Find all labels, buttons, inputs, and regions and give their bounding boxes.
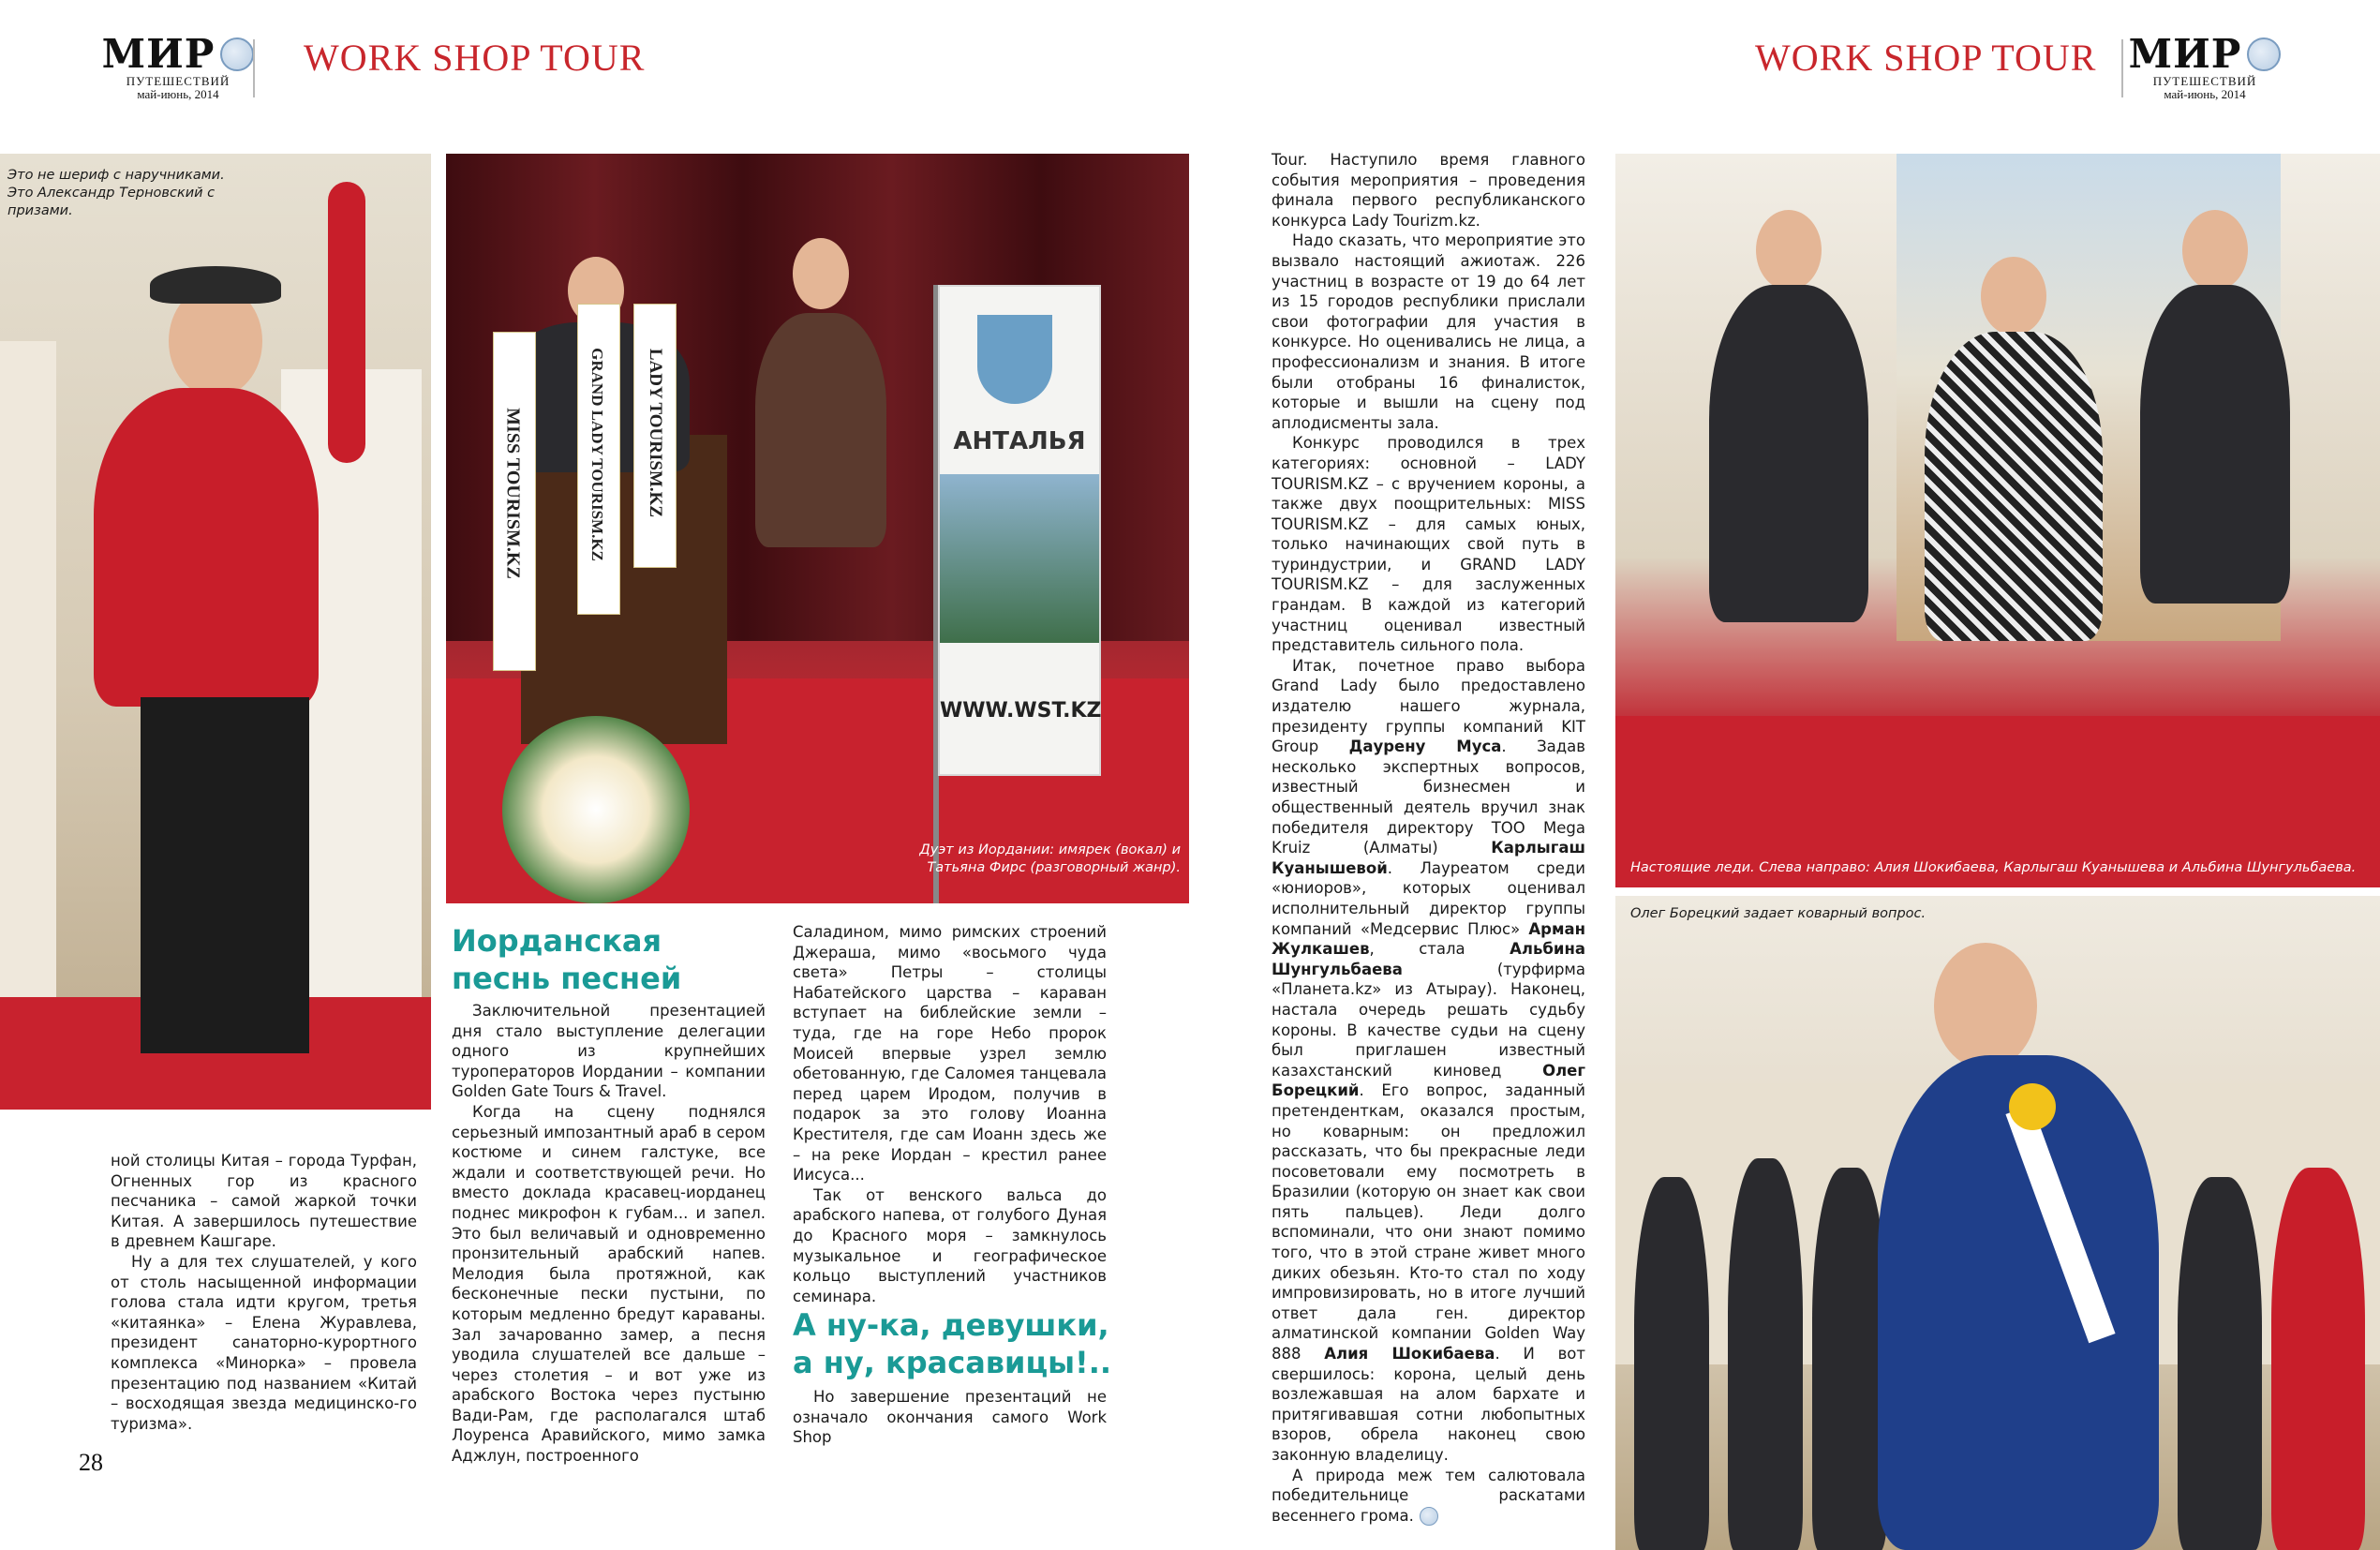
logo-issue: май-июнь, 2014 — [2164, 87, 2246, 101]
person-head — [1934, 943, 2037, 1069]
person-head — [1981, 257, 2046, 335]
paragraph: Tour. Наступило время главного события мероприятия – проведения финала первого республиканского конкурса Lady Tourizm.kz. — [1272, 151, 1585, 230]
podium — [521, 435, 727, 744]
flower-rosette — [2009, 1083, 2056, 1130]
person-name: Карлыгаш Куанышевой — [1272, 839, 1585, 877]
photo-three-ladies — [1615, 154, 2380, 887]
photo-caption: Это не шериф с наручниками. Это Александр Терновский с призами. — [7, 168, 225, 218]
audience-person — [2178, 1177, 2262, 1550]
caption-line: Дуэт из Иордании: имярек (вокал) и — [919, 842, 1181, 857]
sash-grand — [577, 304, 620, 615]
person-head — [1756, 210, 1822, 291]
sash-miss — [493, 332, 536, 671]
paragraph: Ну а для тех слушателей, у кого от столь насыщенной информации голова стала идти кругом, третья «китаянка» – Елена Журавлева, президент санаторно-курортного комплекса «Минорка» – провела презентацию под названием «Китай – восходящая звезда медицинско-го туризма». — [111, 1252, 417, 1433]
section-title-left: WORK SHOP TOUR — [304, 37, 646, 79]
text-column-2 — [452, 1001, 766, 1467]
audience-person — [1634, 1177, 1709, 1550]
banner-city: АНТАЛЬЯ — [953, 427, 1086, 455]
sash-text: GRAND LADY TOURISM.KZ — [588, 348, 606, 561]
paragraph: Заключительной презентацией дня стало выступление делегации одного из крупнейших туроператоров Иордании – компании Golden Gate Tours & Travel. — [452, 1002, 766, 1101]
paragraph: Итак, почетное право выбора Grand Lady было предоставлено издателю нашего журнала, президенту группы компаний KIT Group Даурену Муса. Задав несколько экспертных вопросов, известный бизнесмен и общественный деятель вручил знак победителя директору ТОО Mega Kruiz (Алматы) Карлыгаш Куанышевой. Лауреатом среди «юниоров», которых оценивал исполнительный директор группы компаний «Медсервис Плюс» Арман Жулкашев, стала Альбина Шунгульбаева (турфирма «Планета.kz» из Атырау). Наконец, настала очередь решать судьбу короны. В качестве судьи на сцену был приглашен известный казахстанский киновед Олег Борецкий. Его вопрос, заданный претенденткам, оказался простым, но коварным: он предложил рассказать, что бы прекрасные леди посоветовали ему посмотреть в Бразилии (которую он знает как свои пять пальцев). Леди долго вспоминали, что они знают помимо того, что в этой стране живет много диких обезьян. Кто-то стал по ходу импровизировать, но в итоге лучший ответ дала ген. директор алматинской компании Golden Way 888 Алия Шокибаева. И вот свершилось: корона, целый день возлежавшая на алом бархате и притягивавшая сотни любопытных взоров, обрела наконец свою законную владелицу. — [1272, 656, 1586, 1464]
section-heading-jordan — [452, 922, 681, 997]
sash-lady — [633, 304, 677, 568]
logo-name: МИР — [101, 31, 216, 77]
cowboy-hat — [150, 266, 281, 304]
paragraph: Саладином, мимо римских строений Джераша, мимо «восьмого чуда света» Петры – столицы Набатейского царства – караван вступает на библейские земли – туда, где на горе Небо пророк Моисей впервые узрел землю обетованную, где Саломея танцевала перед царем Иродом, получив в подарок за это голову Иоанна Крестителя, где сам Иоанн здесь же – на реке Иордан – крестил ранее Иисуса... — [793, 923, 1107, 1185]
person-head — [2182, 210, 2248, 291]
heading-line: песнь песней — [452, 961, 682, 996]
page-number: 28 — [79, 1449, 103, 1476]
banner-stand — [0, 341, 56, 997]
paragraph: Когда на сцену поднялся серьезный импозантный араб в сером костюме и синем галстуке, все ждали и соответствующей речи. Но вместо доклада красавец-иорданец поднес микрофон к губам... и запел. Это был величавый и одновременно пронзительный арабский напев. Мелодия была протяжной, как бесконечные пески пустыни, по которым медленно бредут караваны. Зал зачарованно замер, а песня уводила слушателей все дальше – через столетия – и вот уже из арабского Востока через пустыню Вади-Рам, где располагался штаб Лоуренса Аравийского, мимо замка Аджлун, построенного — [452, 1102, 766, 1466]
photo-caption: Настоящие леди. Слева направо: Алия Шокибаева, Карлыгаш Куанышева и Альбина Шунгульбаева. — [1630, 860, 2357, 875]
magazine-logo-left — [98, 31, 258, 101]
header-divider — [253, 39, 255, 97]
globe-icon — [220, 37, 254, 71]
photo-caption: Олег Борецкий задает коварный вопрос. — [1630, 906, 1926, 921]
globe-icon — [1420, 1507, 1438, 1526]
person-head — [793, 238, 849, 309]
photo-oleg-boretsky — [1615, 896, 2380, 1550]
magazine-logo-right — [2125, 31, 2284, 101]
section-heading-girls — [793, 1306, 1111, 1381]
text-column-3-continued — [793, 1387, 1107, 1448]
person-name: Алия Шокибаева — [1324, 1345, 1495, 1364]
person-name: Олег Борецкий — [1272, 1061, 1585, 1100]
header-divider — [2121, 39, 2123, 97]
paragraph: Но завершение презентаций не означало окончания самого Work Shop — [793, 1388, 1107, 1447]
photo-caption — [843, 842, 1181, 877]
paragraph: А природа меж тем салютовала победительнице раскатами весеннего грома. — [1272, 1466, 1585, 1525]
text-column-1 — [111, 1151, 417, 1434]
photo-jordan-duet — [446, 154, 1189, 903]
person-name: Арман Жулкашев — [1272, 919, 1585, 959]
logo-subtitle: ПУТЕШЕСТВИЙ — [2152, 74, 2257, 88]
heading-line: А ну-ка, девушки, — [793, 1307, 1109, 1343]
audience-person — [1812, 1168, 1887, 1550]
lady-center — [1925, 332, 2103, 641]
sash — [1812, 294, 1850, 575]
paragraph: Надо сказать, что мероприятие это вызвало настоящий ажиотаж. 226 участниц в возрасте от 19 до 64 лет из 15 городов республики прислали свои фотографии для участия в конкурсе. Но оценивались не лица, а профессионализм и знания. В итоге были отобраны 16 финалисток, которые и вышли на сцену под аплодисменты зала. — [1272, 231, 1585, 432]
heading-line: а ну, красавицы!.. — [793, 1345, 1112, 1380]
paragraph: Так от венского вальса до арабского напева, от голубого Дуная до Красного моря – замкнулось музыкальное и географическое кольцо выступлений участников семинара. — [793, 1185, 1107, 1305]
person-name: Даурену Муса — [1348, 738, 1502, 756]
heading-line: Иорданская — [452, 923, 662, 959]
photo-man-with-prizes — [0, 154, 431, 1110]
sash-text: MISS TOURISM.KZ — [502, 408, 524, 579]
person-brown-dress — [755, 313, 886, 547]
banner-antalya — [938, 285, 1101, 776]
caption-line: Татьяна Фирс (разговорный жанр). — [927, 860, 1181, 875]
shield-icon — [977, 315, 1052, 404]
lady-right — [2140, 285, 2290, 604]
sash-text: LADY TOURISM.KZ — [646, 348, 665, 518]
banner-url: WWW.WST.KZ — [940, 699, 1102, 723]
logo-issue: май-июнь, 2014 — [137, 87, 219, 101]
person-name: Альбина Шунгульбаева — [1272, 940, 1585, 978]
paragraph: ной столицы Китая – города Турфан, Огненных гор из красного песчаника – самой жаркой точки Китая. А завершилось путешествие в древнем Кашгаре. — [111, 1152, 417, 1251]
audience-person — [1728, 1158, 1803, 1550]
raised-arm — [328, 182, 365, 463]
section-title-right: WORK SHOP TOUR — [1755, 37, 2097, 79]
person-trousers — [141, 697, 309, 1053]
flower-bouquet — [502, 716, 690, 903]
text-column-3 — [793, 922, 1107, 1306]
waterfall-image — [940, 474, 1099, 643]
logo-name: МИР — [2128, 31, 2242, 77]
text-column-4 — [1272, 150, 1585, 1526]
globe-icon — [2247, 37, 2281, 71]
person-red-jacket — [94, 388, 319, 707]
audience-person — [2271, 1168, 2365, 1550]
logo-subtitle: ПУТЕШЕСТВИЙ — [126, 74, 231, 88]
paragraph: Конкурс проводился в трех категориях: основной – LADY TOURISM.KZ – с вручением короны, а также двух поощрительных: MISS TOURISM.KZ – для самых юных, только начинающих свой путь в туриндустрии, и GRAND LADY TOURISM.KZ – для заслуженных грандам. В каждой из категорий участниц оценивал известный представитель сильного пола. — [1272, 434, 1585, 655]
